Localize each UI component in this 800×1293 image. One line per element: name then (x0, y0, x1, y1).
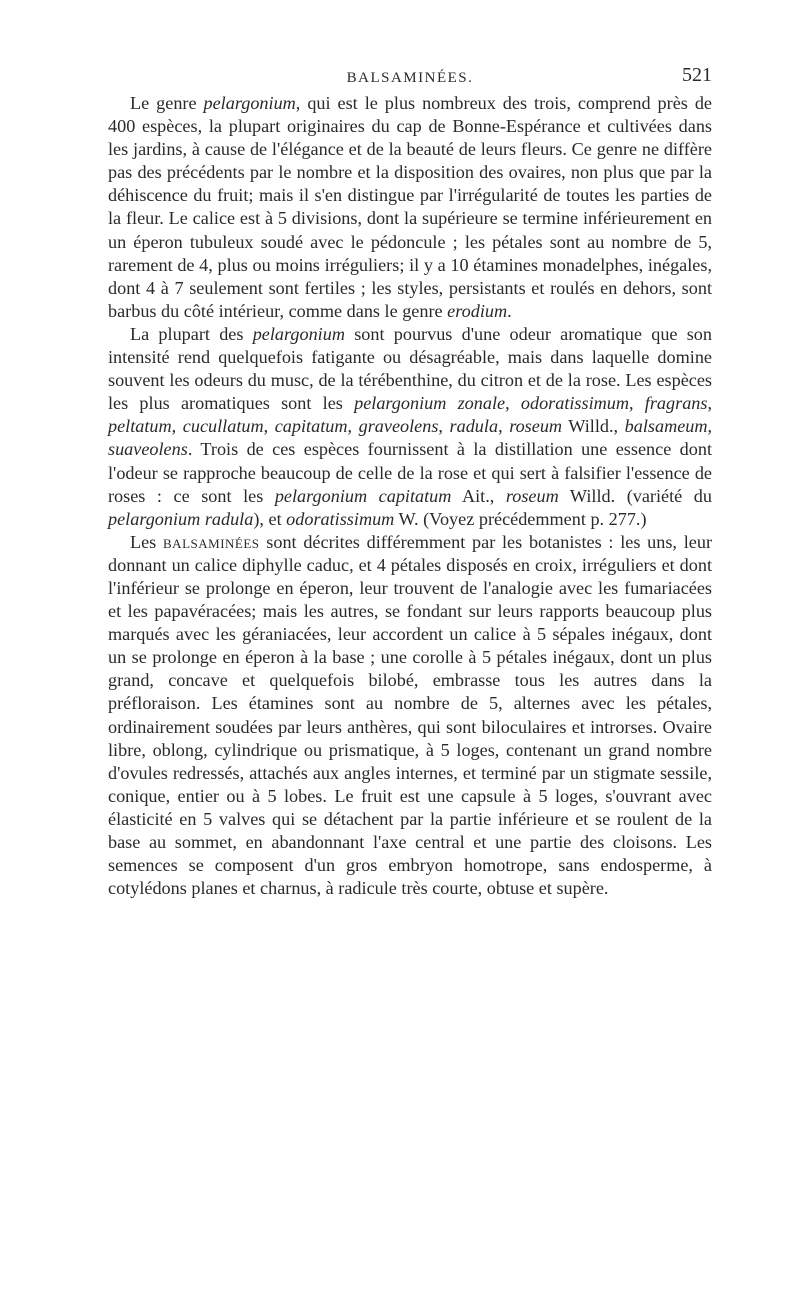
italic-term: balsameum (624, 416, 708, 437)
italic-term: pelargonium zonale (354, 393, 506, 414)
family-name-small-caps: balsaminées (163, 531, 260, 552)
italic-term: pelargonium (252, 323, 345, 344)
body-text (108, 92, 712, 900)
italic-term: cucullatum (182, 416, 264, 437)
italic-term: erodium (447, 300, 508, 321)
italic-term: peltatum (108, 416, 172, 437)
italic-term: pelargonium capitatum (274, 485, 452, 506)
running-head (108, 64, 712, 92)
italic-term: roseum (509, 416, 563, 437)
italic-term: suaveolens (108, 439, 188, 460)
paragraph-balsaminees-description: Les balsaminées sont décrites différemment par les botanistes : les uns, leur donnant un calice diphylle caduc, et 4 pétales disposés en croix, irréguliers et dont l'inférieur se prolonge en éperon, leur trouvent de l'analogie avec les fumariacées et les papavéracées; mais les autres, se fondant sur leurs rapports beaucoup plus marqués avec les géraniacées, leur accordent un calice à 5 sépales inégaux, dont un se prolonge en éperon à la base ; une corolle à 5 pétales inégaux, dont un plus grand, concave et quelquefois bilobé, embrasse tous les autres dans la préfloraison. Les étamines sont au nombre de 5, alternes avec les pétales, ordinairement soudées par leurs anthères, qui sont biloculaires et introrses. Ovaire libre, oblong, cylindrique ou prismatique, à 5 loges, contenant un grand nombre d'ovules redressés, attachés aux angles internes, et terminé par un stigmate sessile, conique, entier ou à 5 lobes. Le fruit est une capsule à 5 loges, s'ouvrant avec élasticité en 5 valves qui se détachent par la partie inférieure et se roulent de la base au sommet, en abandonnant l'axe central et une partie des cloisons. Les semences se composent d'un gros embryon homotrope, sans endosperme, à cotylédons planes et charnus, à radicule très courte, obtuse et supère. (108, 531, 713, 899)
running-title: BALSAMINÉES. (346, 70, 474, 86)
italic-term: graveolens (358, 416, 439, 437)
italic-term: roseum (505, 485, 559, 506)
italic-term: pelargonium radula (108, 508, 254, 529)
italic-term: odoratissimum (286, 508, 395, 529)
italic-term: capitatum (274, 416, 348, 437)
italic-term: radula (449, 416, 499, 437)
paragraph-aromatic-species: La plupart des pelargonium sont pourvus d'une odeur aromatique que son intensité rend quelquefois fatigante ou désagréable, mais dans laquelle domine souvent les odeurs du musc, de la térébenthine, du citron et de la rose. Les espèces les plus aromatiques sont les pelargonium zonale, odoratissimum, fragrans, peltatum, cucullatum, capitatum, graveolens, radula, roseum Willd., balsameum, suaveolens. Trois de ces espèces fournissent à la distillation une essence dont l'odeur se rapproche beaucoup de celle de la rose et qui sert à falsifier l'essence de roses : ce sont les pelargonium capitatum Ait., roseum Willd. (variété du pelargonium radula), et odoratissimum W. (Voyez précédemment p. 277.) (108, 323, 713, 529)
italic-term: pelargonium (203, 93, 296, 113)
paragraph-pelargonium-genus: Le genre pelargonium, qui est le plus nombreux des trois, comprend près de 400 espèces, la plupart originaires du cap de Bonne-Espérance et cultivées dans les jardins, à cause de l'élégance et de la beauté de leurs fleurs. Ce genre ne diffère pas des précédents par le nombre et la disposition des ovaires, non plus que par la déhiscence du fruit; mais il s'en distingue par l'irrégularité de toutes les parties de la fleur. Le calice est à 5 divisions, dont la supérieure se termine inférieurement en un éperon tubuleux soudé avec le pédoncule ; les pétales sont au nombre de 5, rarement de 4, plus ou moins irréguliers; il y a 10 étamines monadelphes, inégales, dont 4 à 7 seulement sont fertiles ; les styles, persistants et roulés en dehors, sont barbus du côté intérieur, comme dans le genre erodium. (108, 93, 712, 321)
italic-term: fragrans (644, 393, 708, 414)
page-number: 521 (682, 64, 712, 86)
italic-term: odoratissimum (520, 393, 630, 414)
